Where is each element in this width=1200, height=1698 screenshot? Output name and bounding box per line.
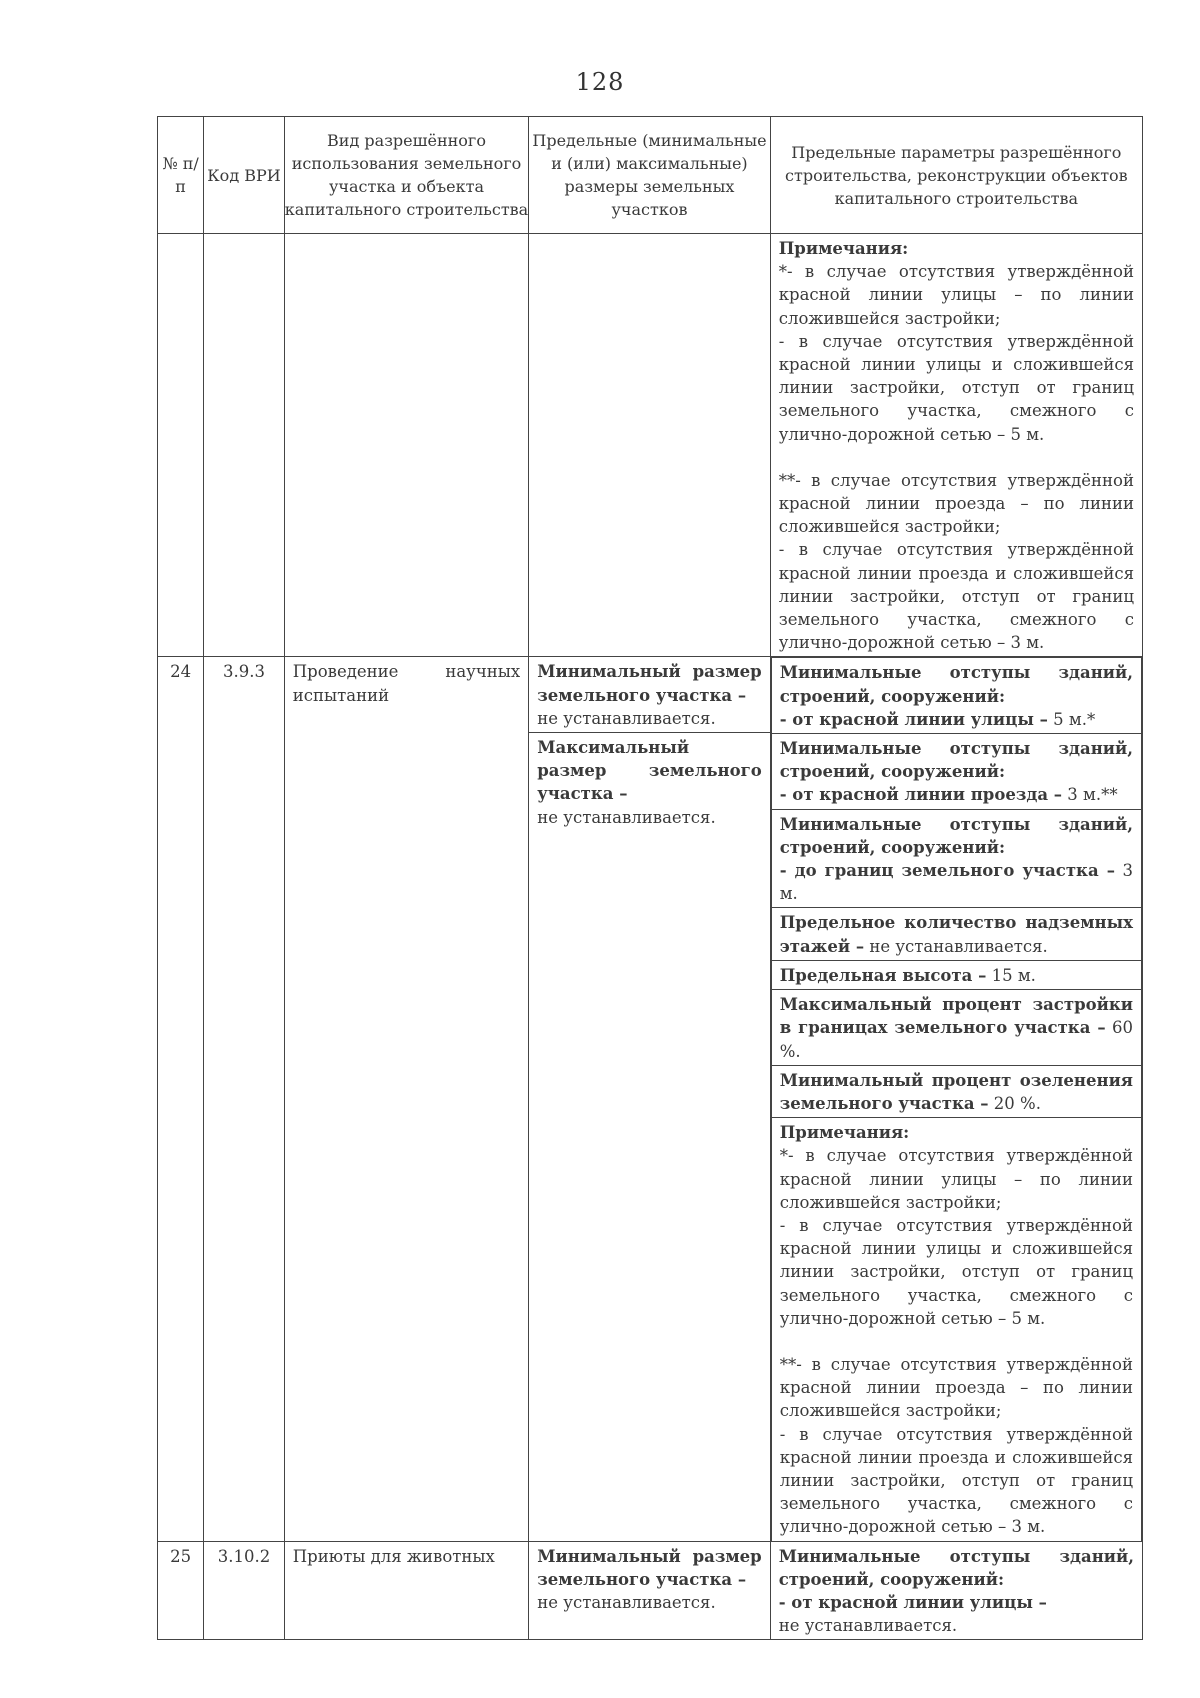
note-line: *- в случае отсутствия утверждённой красной линии улицы – по линии сложившейся застройки;	[778, 262, 1134, 328]
param-floors-label: Предельное количество надземных этажей –	[779, 913, 1133, 956]
param-setback-line: - до границ земельного участка –	[779, 861, 1115, 881]
table-row-24	[158, 657, 1143, 1541]
header-parameters: Предельные параметры разрешённого строительства, реконструкции объектов капитального строительства	[770, 117, 1142, 234]
param-setback-title: Минимальные отступы зданий, строений, сооружений:	[779, 814, 1133, 857]
cell-empty	[284, 234, 528, 657]
header-use-type: Вид разрешённого использования земельного участка и объекта капитального строительства	[284, 117, 528, 234]
note-line: - в случае отсутствия утверждённой красной линии проезда и сложившейся линии застройки, отступ от границ земельного участка, смежного с улично-дорожной сетью – 3 м.	[779, 1424, 1133, 1537]
header-number: № п/п	[158, 117, 204, 234]
cell-code	[204, 1541, 284, 1640]
param-setback-title: Минимальные отступы зданий, строений, сооружений:	[779, 739, 1133, 782]
min-size-label: Минимальный размер земельного участка –	[537, 662, 762, 705]
row-code: 3.10.2	[217, 1546, 271, 1566]
page-number: 128	[575, 68, 625, 96]
param-setback-title: Минимальные отступы зданий, строений, сооружений:	[778, 1546, 1134, 1589]
param-greenery-label: Минимальный процент озеленения земельного участка –	[779, 1070, 1133, 1113]
min-size-label: Минимальный размер земельного участка –	[537, 1546, 762, 1589]
note-line: - в случае отсутствия утверждённой красной линии проезда и сложившейся линии застройки, отступ от границ земельного участка, смежного с улично-дорожной сетью – 3 м.	[778, 540, 1134, 653]
row-number: 25	[170, 1546, 192, 1566]
table-header-row	[158, 117, 1143, 234]
cell-number	[158, 657, 204, 1541]
param-height-value: 15 м.	[986, 965, 1036, 985]
zoning-table	[157, 116, 1143, 1640]
note-line: - в случае отсутствия утверждённой красной линии улицы и сложившейся линии застройки, отступ от границ земельного участка, смежного с улично-дорожной сетью – 5 м.	[779, 1215, 1133, 1328]
cell-notes	[770, 234, 1142, 657]
row-use-name: Приюты для животных	[292, 1546, 495, 1566]
cell-code	[204, 657, 284, 1541]
cell-parameters	[770, 1541, 1142, 1640]
param-coverage-label: Максимальный процент застройки в границах земельного участка –	[779, 995, 1133, 1038]
cell-plot-size	[529, 657, 770, 1541]
row-number: 24	[170, 662, 192, 682]
param-setback-value: не устанавливается.	[778, 1616, 958, 1636]
note-line: **- в случае отсутствия утверждённой красной линии проезда – по линии сложившейся застройки;	[779, 1354, 1133, 1421]
cell-use-name	[284, 657, 528, 1541]
note-line: - в случае отсутствия утверждённой красной линии улицы и сложившейся линии застройки, отступ от границ земельного участка, смежного с улично-дорожной сетью – 5 м.	[778, 331, 1134, 444]
param-floors-value: не устанавливается.	[864, 936, 1048, 956]
param-greenery-value: 20 %.	[988, 1093, 1041, 1113]
cell-plot-size	[529, 1541, 770, 1640]
cell-number	[158, 1541, 204, 1640]
min-size-value: не устанавливается.	[537, 1592, 716, 1612]
max-size-value: не устанавливается.	[537, 807, 716, 827]
table-row-continuation	[158, 234, 1143, 657]
note-line: **- в случае отсутствия утверждённой красной линии проезда – по линии сложившейся застройки;	[778, 470, 1134, 537]
cell-empty	[529, 234, 770, 657]
cell-empty	[158, 234, 204, 657]
param-setback-value: 3 м.	[779, 861, 1134, 904]
table-row-25	[158, 1541, 1143, 1640]
param-setback-title: Минимальные отступы зданий, строений, сооружений:	[779, 663, 1133, 706]
notes-title: Примечания:	[779, 1123, 910, 1143]
cell-empty	[204, 234, 284, 657]
notes-title: Примечания:	[778, 239, 909, 258]
note-line: *- в случае отсутствия утверждённой красной линии улицы – по линии сложившейся застройки;	[779, 1146, 1133, 1212]
header-plot-size: Предельные (минимальные и (или) максимальные) размеры земельных участков	[529, 117, 770, 234]
param-setback-line: - от красной линии улицы –	[779, 709, 1048, 729]
param-setback-value: 3 м.**	[1062, 785, 1118, 805]
cell-parameters	[770, 657, 1142, 1541]
param-setback-value: 5 м.*	[1047, 709, 1096, 729]
row-use-name: Проведение научных испытаний	[292, 662, 521, 705]
cell-use-name	[284, 1541, 528, 1640]
max-size-label: Максимальный размер земельного участка –	[537, 738, 762, 804]
note-blank	[779, 446, 1134, 469]
min-size-value: не устанавливается.	[537, 708, 716, 728]
note-blank	[780, 1330, 1133, 1353]
param-coverage-value: 60 %.	[779, 1018, 1133, 1061]
header-code: Код ВРИ	[204, 117, 284, 234]
row-code: 3.9.3	[223, 662, 266, 682]
parameters-list	[771, 657, 1142, 1540]
param-height-label: Предельная высота –	[779, 965, 987, 985]
param-setback-line: - от красной линии проезда –	[779, 785, 1063, 805]
param-setback-line: - от красной линии улицы –	[778, 1592, 1047, 1612]
